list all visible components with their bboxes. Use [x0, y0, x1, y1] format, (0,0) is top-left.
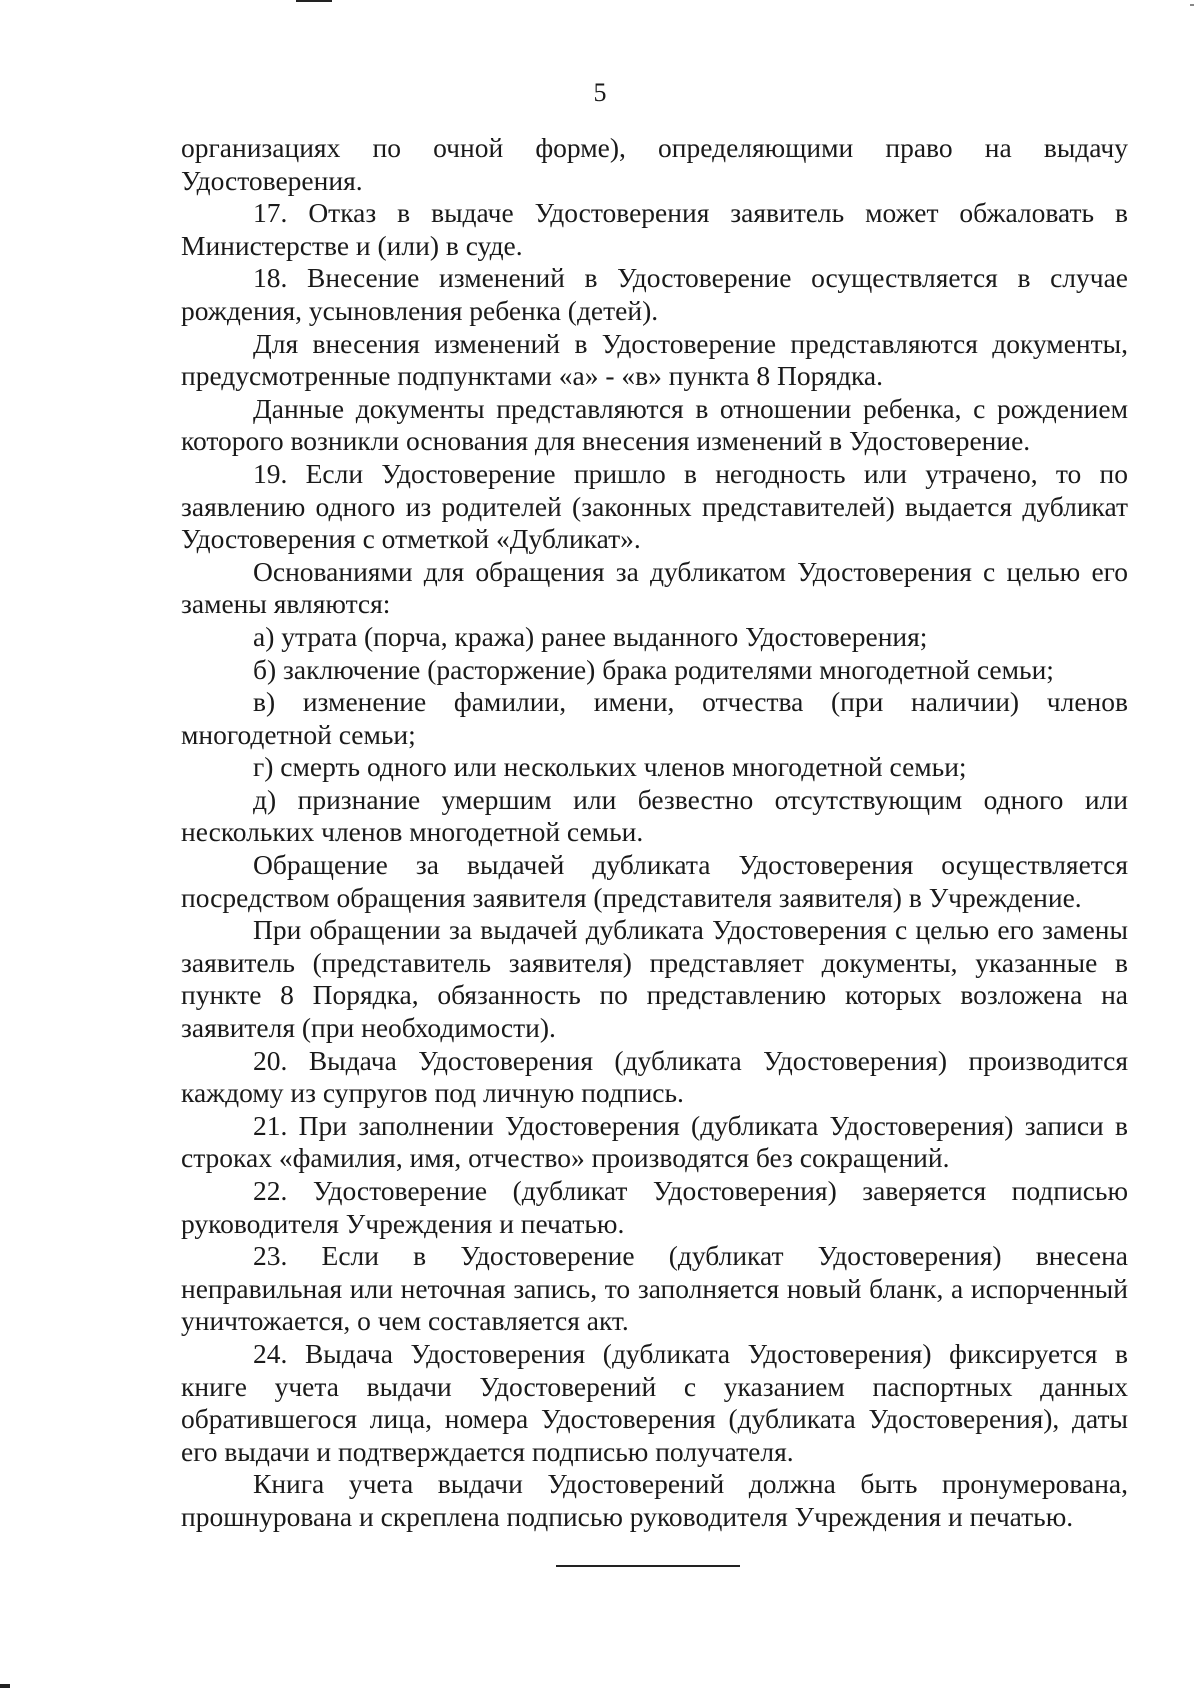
top-rule-line: [296, 0, 332, 2]
paragraph: Обращение за выдачей дубликата Удостоверения осуществляется посредством обращения заявителя (представителя заявителя) в Учреждение.: [181, 849, 1128, 913]
paragraph-item-24: 24. Выдача Удостоверения (дубликата Удостоверения) фиксируется в книге учета выдачи Удостоверений с указанием паспортных данных обратившегося лица, номера Удостоверения (дубликата Удостоверения), даты его выдачи и подтверждается подписью получателя.: [181, 1337, 1128, 1467]
paragraph-item-17: 17. Отказ в выдаче Удостоверения заявитель может обжаловать в Министерстве и (или) в суде.: [181, 197, 1128, 261]
paragraph-item-18: 18. Внесение изменений в Удостоверение осуществляется в случае рождения, усыновления ребенка (детей).: [181, 262, 1128, 326]
scan-mark: [1190, 4, 1194, 6]
list-item-g: г) смерть одного или нескольких членов многодетной семьи;: [253, 751, 967, 783]
paragraph: Данные документы представляются в отношении ребенка, с рождением которого возникли основания для внесения изменений в Удостоверение.: [181, 392, 1128, 457]
paragraph-item-23: 23. Если в Удостоверение (дубликат Удостоверения) внесена неправильная или неточная запись, то заполняется новый бланк, а испорченный уничтожается, о чем составляется акт.: [181, 1240, 1128, 1337]
paragraph-continuation: организациях по очной форме), определяющими право на выдачу Удостоверения.: [181, 132, 1128, 196]
list-item-v: в) изменение фамилии, имени, отчества (при наличии) членов многодетной семьи;: [181, 686, 1128, 750]
paragraph-item-20: 20. Выдача Удостоверения (дубликата Удостоверения) производится каждому из супругов под личную подпись.: [181, 1044, 1128, 1109]
list-item-b: б) заключение (расторжение) брака родителями многодетной семьи;: [253, 653, 1054, 685]
paragraph: При обращении за выдачей дубликата Удостоверения с целью его замены заявитель (представитель заявителя) представляет документы, указанные в пункте 8 Порядка, обязанность по представлению которых возложена на заявителя (при необходимости).: [181, 914, 1128, 1044]
paragraph-item-19: 19. Если Удостоверение пришло в негодность или утрачено, то по заявлению одного из родителей (законных представителей) выдается дубликат Удостоверения с отметкой «Дубликат».: [181, 457, 1128, 555]
scan-mark: [0, 1684, 10, 1688]
list-item-d: д) признание умершим или безвестно отсутствующим одного или нескольких членов многодетной семьи.: [181, 783, 1128, 848]
paragraph: Для внесения изменений в Удостоверение представляются документы, предусмотренные подпунктами «а» - «в» пункта 8 Порядка.: [181, 327, 1128, 392]
page-number: 5: [593, 78, 607, 107]
list-item-a: а) утрата (порча, кража) ранее выданного Удостоверения;: [253, 620, 928, 652]
paragraph-item-22: 22. Удостоверение (дубликат Удостоверения) заверяется подписью руководителя Учреждения и печатью.: [181, 1175, 1128, 1239]
paragraph-item-21: 21. При заполнении Удостоверения (дубликата Удостоверения) записи в строках «фамилия, имя, отчество» производятся без сокращений.: [181, 1109, 1128, 1174]
end-of-document-rule: [556, 1565, 740, 1567]
document-body: [181, 132, 1128, 1534]
paragraph: Книга учета выдачи Удостоверений должна быть пронумерована, прошнурована и скреплена подписью руководителя Учреждения и печатью.: [181, 1468, 1128, 1532]
paragraph: Основаниями для обращения за дубликатом Удостоверения с целью его замены являются:: [181, 555, 1128, 620]
